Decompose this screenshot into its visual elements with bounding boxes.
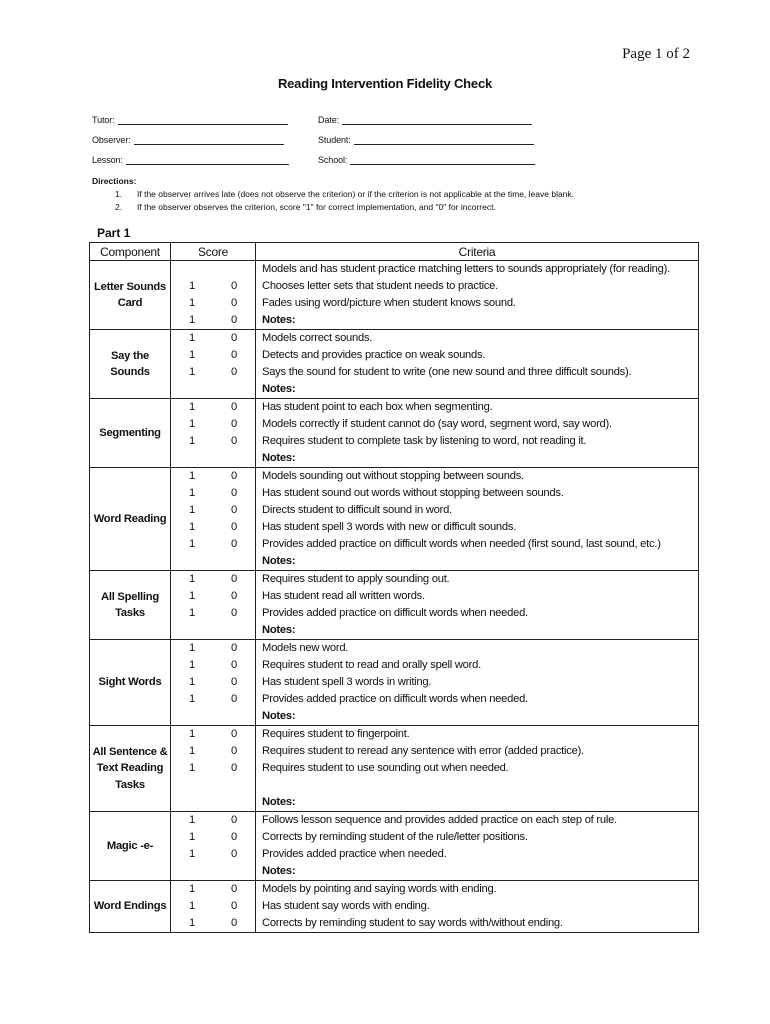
- notes-label[interactable]: Notes:: [262, 452, 296, 464]
- score-zero[interactable]: 0: [231, 642, 237, 654]
- page-title: Reading Intervention Fidelity Check: [277, 76, 493, 91]
- score-one-cell[interactable]: [171, 812, 214, 881]
- criteria-cell: [256, 726, 699, 812]
- score-one[interactable]: 1: [189, 538, 195, 550]
- score-zero[interactable]: 0: [231, 762, 237, 774]
- date-line: [342, 116, 532, 125]
- score-one[interactable]: 1: [189, 332, 195, 344]
- student-field[interactable]: [318, 135, 534, 145]
- score-one-cell[interactable]: [171, 468, 214, 571]
- score-one[interactable]: 1: [189, 883, 195, 895]
- criterion-text: Says the sound for student to write (one new sound and three difficult sounds).: [262, 366, 632, 378]
- table-row: [90, 468, 699, 571]
- score-one[interactable]: 1: [189, 900, 195, 912]
- score-one[interactable]: 1: [189, 728, 195, 740]
- score-zero[interactable]: 0: [231, 435, 237, 447]
- notes-label[interactable]: Notes:: [262, 314, 296, 326]
- directions: [92, 175, 574, 214]
- score-zero[interactable]: 0: [231, 487, 237, 499]
- score-one[interactable]: 1: [189, 521, 195, 533]
- student-line: [354, 136, 534, 145]
- score-one[interactable]: 1: [189, 762, 195, 774]
- table-row: [90, 330, 699, 399]
- observer-label: Observer:: [92, 135, 131, 145]
- notes-label[interactable]: Notes:: [262, 383, 296, 395]
- score-zero[interactable]: 0: [231, 297, 237, 309]
- score-zero-cell[interactable]: [213, 640, 256, 726]
- criterion-text: Provides added practice on difficult words when needed.: [262, 693, 528, 705]
- component-cell: Word Reading: [90, 468, 171, 571]
- score-zero[interactable]: 0: [231, 900, 237, 912]
- score-one[interactable]: 1: [189, 607, 195, 619]
- direction-item: [92, 201, 574, 214]
- component-cell: Word Endings: [90, 881, 171, 933]
- criteria-cell: [256, 261, 699, 330]
- tutor-field[interactable]: [92, 115, 288, 125]
- criterion-text: Models sounding out without stopping between sounds.: [262, 470, 524, 482]
- notes-label[interactable]: Notes:: [262, 796, 296, 808]
- score-zero[interactable]: 0: [231, 693, 237, 705]
- score-zero[interactable]: 0: [231, 418, 237, 430]
- score-zero[interactable]: 0: [231, 814, 237, 826]
- criterion-text: Has student read all written words.: [262, 590, 425, 602]
- criterion-text: Requires student to use sounding out when needed.: [262, 762, 509, 774]
- score-one[interactable]: 1: [189, 366, 195, 378]
- notes-label[interactable]: Notes:: [262, 624, 296, 636]
- criterion-text: Fades using word/picture when student knows sound.: [262, 297, 516, 309]
- score-zero[interactable]: 0: [231, 349, 237, 361]
- score-zero[interactable]: 0: [231, 659, 237, 671]
- score-one-cell[interactable]: [171, 881, 214, 933]
- table-row: [90, 640, 699, 726]
- student-label: Student:: [318, 135, 351, 145]
- criteria-header: Criteria: [256, 243, 699, 261]
- directions-heading: Directions:: [92, 176, 137, 186]
- criteria-cell: [256, 640, 699, 726]
- score-zero-cell[interactable]: [213, 571, 256, 640]
- criterion-text: Corrects by reminding student to say words with/without ending.: [262, 917, 563, 929]
- date-label: Date:: [318, 115, 340, 125]
- criteria-cell: [256, 330, 699, 399]
- score-zero[interactable]: 0: [231, 917, 237, 929]
- criterion-text: Detects and provides practice on weak sounds.: [262, 349, 486, 361]
- score-zero-cell[interactable]: [213, 330, 256, 399]
- component-cell: Magic -e-: [90, 812, 171, 881]
- score-one[interactable]: 1: [189, 831, 195, 843]
- table-row: [90, 812, 699, 881]
- score-zero[interactable]: 0: [231, 831, 237, 843]
- score-zero[interactable]: 0: [231, 332, 237, 344]
- score-zero[interactable]: 0: [231, 883, 237, 895]
- score-header: Score: [171, 243, 256, 261]
- score-zero[interactable]: 0: [231, 538, 237, 550]
- score-one[interactable]: 1: [189, 745, 195, 757]
- component-cell: Say the Sounds: [90, 330, 171, 399]
- score-zero[interactable]: 0: [231, 470, 237, 482]
- score-one[interactable]: 1: [189, 917, 195, 929]
- score-one[interactable]: 1: [189, 676, 195, 688]
- criterion-text: Chooses letter sets that student needs to practice.: [262, 280, 499, 292]
- score-one[interactable]: 1: [189, 435, 195, 447]
- criterion-text: Follows lesson sequence and provides added practice on each step of rule.: [262, 814, 617, 826]
- criteria-cell: [256, 812, 699, 881]
- criterion-text: Requires student to read and orally spell word.: [262, 659, 481, 671]
- component-cell: Segmenting: [90, 399, 171, 468]
- score-one[interactable]: 1: [189, 590, 195, 602]
- score-one-cell[interactable]: [171, 726, 214, 812]
- score-zero-cell[interactable]: [213, 881, 256, 933]
- direction-text: If the observer observes the criterion, score "1" for correct implementation, and "0" for incorrect.: [137, 202, 496, 212]
- criterion-text: Models and has student practice matching letters to sounds appropriately (for reading).: [262, 263, 670, 275]
- score-one[interactable]: 1: [189, 642, 195, 654]
- table-body: [90, 261, 699, 933]
- score-one[interactable]: 1: [189, 401, 195, 413]
- table-row: [90, 261, 699, 330]
- score-zero[interactable]: 0: [231, 366, 237, 378]
- notes-label[interactable]: Notes:: [262, 555, 296, 567]
- criteria-cell: [256, 881, 699, 933]
- criterion-text: Has student sound out words without stopping between sounds.: [262, 487, 564, 499]
- score-one-cell[interactable]: [171, 571, 214, 640]
- direction-text: If the observer arrives late (does not observe the criterion) or if the criterion is not applicable at the time, leave blank.: [137, 189, 575, 199]
- score-zero[interactable]: 0: [231, 607, 237, 619]
- date-field[interactable]: [318, 115, 532, 125]
- score-zero[interactable]: 0: [231, 848, 237, 860]
- score-one[interactable]: 1: [189, 349, 195, 361]
- score-one[interactable]: 1: [189, 814, 195, 826]
- score-zero[interactable]: 0: [231, 504, 237, 516]
- score-zero[interactable]: 0: [231, 573, 237, 585]
- score-one-cell[interactable]: [171, 399, 214, 468]
- part-label: Part 1: [97, 226, 131, 240]
- school-line: [350, 156, 535, 165]
- score-one[interactable]: 1: [189, 280, 195, 292]
- criterion-text: Models new word.: [262, 642, 349, 654]
- criterion-text: Directs student to difficult sound in word.: [262, 504, 452, 516]
- criterion-text: Models by pointing and saying words with ending.: [262, 883, 497, 895]
- direction-number: 1.: [115, 189, 123, 199]
- score-zero[interactable]: 0: [231, 280, 237, 292]
- score-one[interactable]: 1: [189, 314, 195, 326]
- table-row: [90, 399, 699, 468]
- score-one[interactable]: 1: [189, 848, 195, 860]
- score-zero-cell[interactable]: [213, 812, 256, 881]
- criteria-cell: [256, 571, 699, 640]
- criterion-text: Requires student to fingerpoint.: [262, 728, 410, 740]
- lesson-label: Lesson:: [92, 155, 123, 165]
- direction-number: 2.: [115, 202, 123, 212]
- component-header: Component: [90, 243, 171, 261]
- score-zero[interactable]: 0: [231, 521, 237, 533]
- score-one[interactable]: 1: [189, 297, 195, 309]
- lesson-field[interactable]: [92, 155, 289, 165]
- score-one[interactable]: 1: [189, 487, 195, 499]
- score-one-cell[interactable]: [171, 640, 214, 726]
- score-zero[interactable]: 0: [231, 728, 237, 740]
- score-zero-cell[interactable]: [213, 468, 256, 571]
- score-zero[interactable]: 0: [231, 401, 237, 413]
- direction-item: [92, 188, 574, 201]
- lesson-line: [126, 156, 289, 165]
- score-one[interactable]: 1: [189, 573, 195, 585]
- score-one[interactable]: 1: [189, 418, 195, 430]
- component-cell: Sight Words: [90, 640, 171, 726]
- criterion-text: Has student point to each box when segmenting.: [262, 401, 493, 413]
- table-header-row: [90, 243, 699, 261]
- score-one[interactable]: 1: [189, 470, 195, 482]
- score-one[interactable]: 1: [189, 504, 195, 516]
- component-cell: All Spelling Tasks: [90, 571, 171, 640]
- school-field[interactable]: [318, 155, 535, 165]
- criteria-cell: [256, 468, 699, 571]
- table-row: [90, 571, 699, 640]
- directions-list: [92, 188, 574, 214]
- score-zero[interactable]: 0: [231, 676, 237, 688]
- criterion-text: Models correctly if student cannot do (say word, segment word, say word).: [262, 418, 612, 430]
- score-one-cell[interactable]: [171, 261, 214, 330]
- tutor-label: Tutor:: [92, 115, 115, 125]
- table-row: [90, 726, 699, 812]
- criterion-text: Has student spell 3 words with new or difficult sounds.: [262, 521, 517, 533]
- table-row: [90, 881, 699, 933]
- observer-field[interactable]: [92, 135, 284, 145]
- criterion-text: Has student say words with ending.: [262, 900, 430, 912]
- score-one-cell[interactable]: [171, 330, 214, 399]
- criterion-text: Requires student to apply sounding out.: [262, 573, 450, 585]
- notes-label[interactable]: Notes:: [262, 710, 296, 722]
- criterion-text: Has student spell 3 words in writing.: [262, 676, 432, 688]
- component-cell: Letter Sounds Card: [90, 261, 171, 330]
- criterion-text: Requires student to reread any sentence with error (added practice).: [262, 745, 584, 757]
- score-zero-cell[interactable]: [213, 261, 256, 330]
- criterion-text: Provides added practice on difficult words when needed.: [262, 607, 528, 619]
- criterion-text: Provides added practice on difficult words when needed (first sound, last sound, etc.): [262, 538, 661, 550]
- criterion-text: Corrects by reminding student of the rule/letter positions.: [262, 831, 528, 843]
- criterion-text: Provides added practice when needed.: [262, 848, 447, 860]
- fidelity-table: [89, 242, 699, 933]
- criterion-text: Models correct sounds.: [262, 332, 373, 344]
- score-zero[interactable]: 0: [231, 314, 237, 326]
- score-zero-cell[interactable]: [213, 399, 256, 468]
- page-number: Page 1 of 2: [622, 46, 690, 62]
- score-zero[interactable]: 0: [231, 590, 237, 602]
- criteria-cell: [256, 399, 699, 468]
- score-one[interactable]: 1: [189, 659, 195, 671]
- component-cell: All Sentence & Text Reading Tasks: [90, 726, 171, 812]
- score-zero-cell[interactable]: [213, 726, 256, 812]
- observer-line: [134, 136, 284, 145]
- notes-label[interactable]: Notes:: [262, 865, 296, 877]
- tutor-line: [118, 116, 288, 125]
- score-zero[interactable]: 0: [231, 745, 237, 757]
- score-one[interactable]: 1: [189, 693, 195, 705]
- school-label: School:: [318, 155, 348, 165]
- criterion-text: Requires student to complete task by listening to word, not reading it.: [262, 435, 587, 447]
